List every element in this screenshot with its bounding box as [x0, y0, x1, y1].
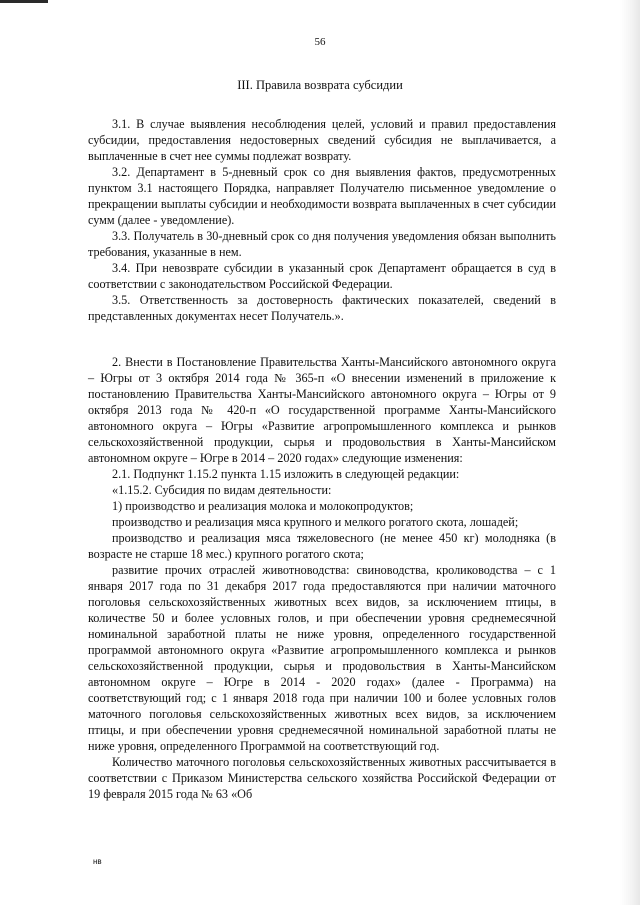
paragraph-3-3: 3.3. Получатель в 30-дневный срок со дня получения уведомления обязан выполнить требования, указанные в нем. [88, 229, 556, 259]
paragraph-3-5: 3.5. Ответственность за достоверность фактических показателей, сведений в представленных документах несет Получатель.». [88, 293, 556, 323]
paragraph-3-4: 3.4. При невозврате субсидии в указанный срок Департамент обращается в суд в соответствии с законодательством Российской Федерации. [88, 261, 556, 291]
paragraph-3-1: 3.1. В случае выявления несоблюдения целей, условий и правил предоставления субсидии, предоставления недостоверных сведений субсидия не выплачивается, а выплаченные в счет нее суммы подлежат возврату. [88, 117, 556, 163]
paragraph-2-1: 2.1. Подпункт 1.15.2 пункта 1.15 изложить в следующей редакции: [112, 467, 460, 481]
paragraph-livestock-count: Количество маточного поголовья сельскохозяйственных животных рассчитывается в соответствии с Приказом Министерства сельского хозяйства Российской Федерации от 19 февраля 2015 года № 63 «Об [88, 755, 556, 801]
document-body [88, 116, 556, 802]
footer-initials: нв [93, 857, 102, 866]
paragraph-3-2: 3.2. Департамент в 5-дневный срок со дня выявления фактов, предусмотренных пунктом 3.1 настоящего Порядка, направляет Получателю письменное уведомление о прекращении выплаты субсидии и необходимости возврата выплаченных в счет субсидии сумм (далее - уведомление). [88, 165, 556, 227]
section-heading: III. Правила возврата субсидии [237, 78, 403, 92]
scan-edge-shadow [620, 0, 640, 905]
paragraph-heavy-cattle: производство и реализация мяса тяжеловесного (не менее 450 кг) молодняка (в возрасте не старше 18 мес.) крупного рогатого скота; [88, 531, 556, 561]
scan-artifact-line [0, 0, 48, 3]
paragraph-item-2: 2. Внести в Постановление Правительства Ханты-Мансийского автономного округа – Югры от 3 октября 2014 года № 365-п «О внесении изменений в приложение к постановлению Правительства Ханты-Мансийского автономного округа – Югры от 9 октября 2013 года № 420-п «О государственной программе Ханты-Мансийского автономного округа – Югры «Развитие агропромышленного комплекса и рынков сельскохозяйственной продукции, сырья и продовольствия в Ханты-Мансийском автономном округе – Югре в 2014 – 2020 годах» следующие изменения: [88, 355, 556, 465]
page-number: 56 [314, 36, 326, 48]
paragraph-milk: 1) производство и реализация молока и молокопродуктов; [112, 499, 414, 513]
paragraph-cattle-meat: производство и реализация мяса крупного и мелкого рогатого скота, лошадей; [112, 515, 519, 529]
paragraph-1-15-2: «1.15.2. Субсидия по видам деятельности: [112, 483, 332, 497]
paragraph-other-livestock: развитие прочих отраслей животноводства: свиноводства, кролиководства – с 1 января 2017 года по 31 декабря 2017 года предоставляются при наличии маточного поголовья сельскохозяйственных животных всех видов, за исключением птицы, в количестве 50 и более условных голов, и при обеспечении уровня среднемесячной номинальной заработной платы не ниже уровня, определенного государственной программой автономного округа «Развитие агропромышленного комплекса и рынков сельскохозяйственной продукции, сырья и продовольствия в Ханты-Мансийском автономном округе – Югре в 2014 - 2020 годах» (далее - Программа) на соответствующий год; с 1 января 2018 года при наличии 100 и более условных голов маточного поголовья сельскохозяйственных животных всех видов, за исключением птицы, и при обеспечении уровня среднемесячной номинальной заработной платы не ниже уровня, определенного Программой на соответствующий год. [88, 563, 556, 753]
